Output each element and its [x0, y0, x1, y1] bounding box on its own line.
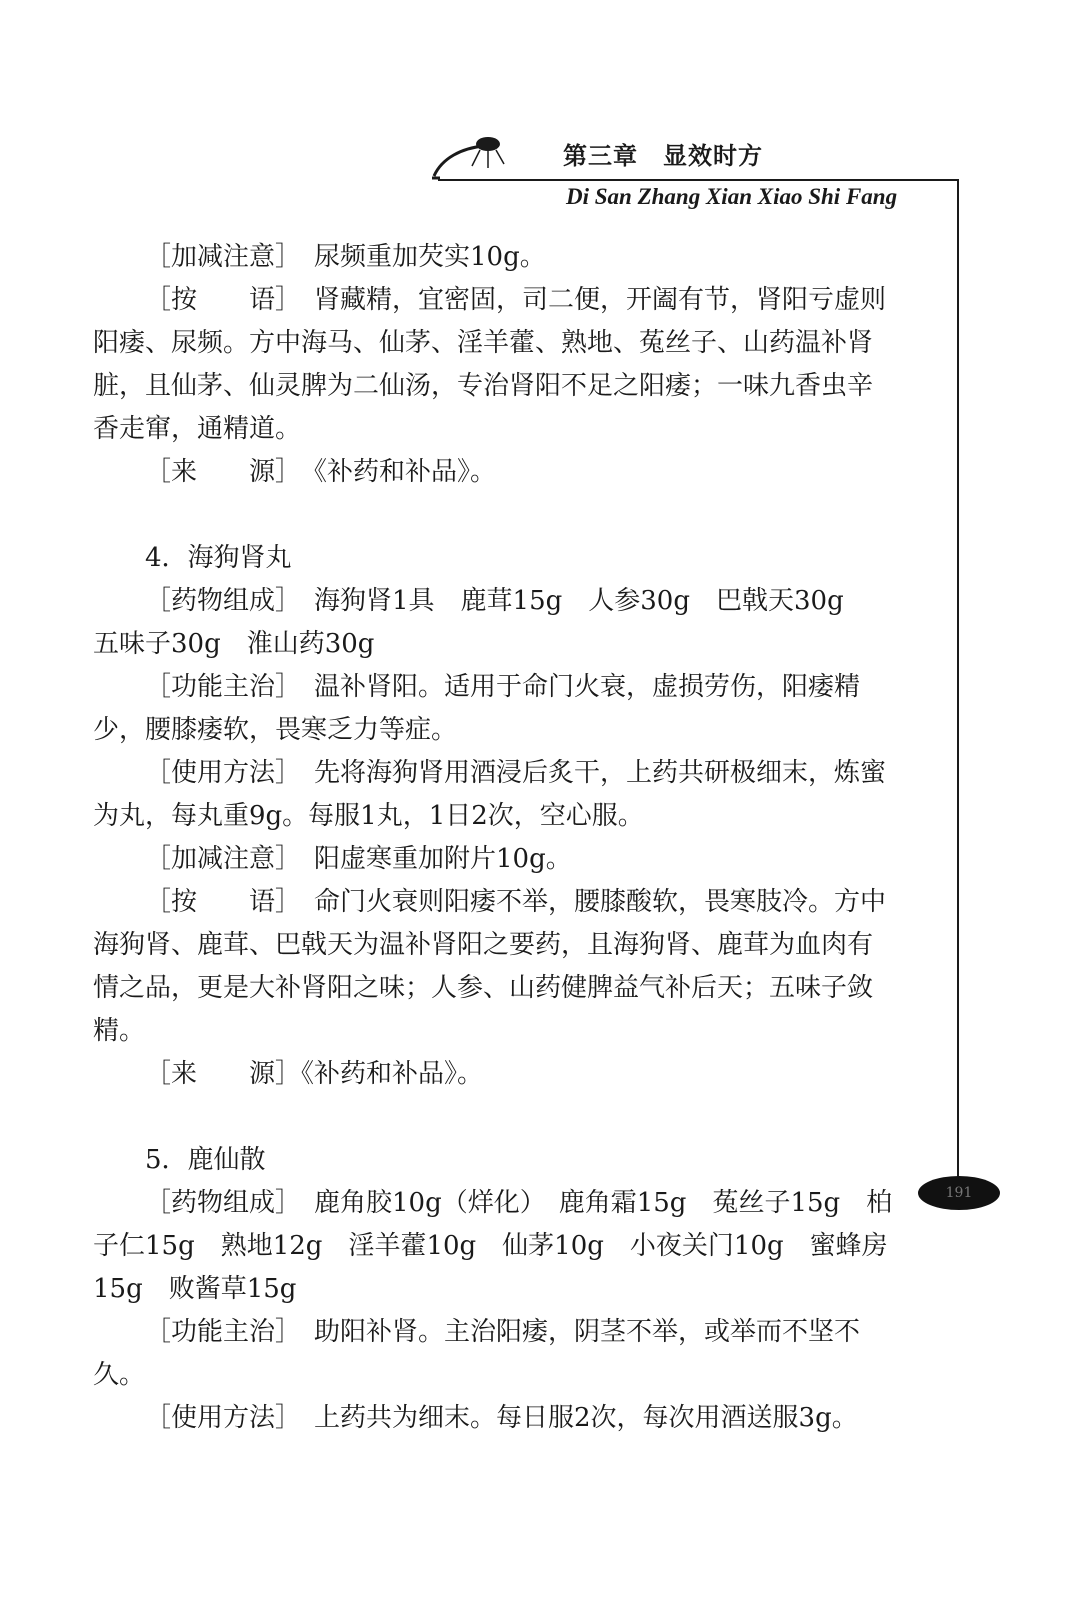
body-paragraph: ［药物组成］ 鹿角胶10g（烊化） 鹿角霜15g 菟丝子15g 柏子仁15g 熟地12g 淫羊藿10g 仙茅10g 小夜关门10g 蜜蜂房15g 败酱草15g — [93, 1188, 893, 1304]
page-number: 191 — [918, 1176, 1000, 1210]
section-gap — [93, 1096, 893, 1139]
body-paragraph: ［功能主治］ 助阳补肾。主治阳痿，阴茎不举，或举而不坚不久。 — [93, 1317, 861, 1390]
chapter-title-zh: 第三章 显效时方 — [563, 142, 763, 170]
body-paragraph: ［来 源］《补药和补品》。 — [145, 1059, 484, 1089]
margin-rule — [957, 179, 959, 1191]
chapter-title-en: Di San Zhang Xian Xiao Shi Fang — [566, 184, 898, 209]
body-paragraph: ［按 语］ 肾藏精，宜密固，司二便，开阖有节，肾阳亏虚则阳痿、尿频。方中海马、仙茅、淫羊藿、熟地、菟丝子、山药温补肾脏，且仙茅、仙灵脾为二仙汤，专治肾阳不足之阳痿；一味九香虫辛香走窜，通精道。 — [93, 285, 887, 444]
page-body — [93, 236, 893, 1440]
recipe-heading: 5．鹿仙散 — [145, 1145, 266, 1175]
recipe-heading: 4．海狗肾丸 — [145, 543, 292, 573]
body-paragraph: ［功能主治］ 温补肾阳。适用于命门火衰，虚损劳伤，阳痿精少，腰膝痿软，畏寒乏力等症。 — [93, 672, 861, 745]
body-paragraph: ［使用方法］ 先将海狗肾用酒浸后炙干，上药共研极细末，炼蜜为丸，每丸重9g。每服1丸，1日2次，空心服。 — [93, 758, 887, 831]
lamp-logo-icon — [432, 130, 512, 182]
body-paragraph: ［按 语］ 命门火衰则阳痿不举，腰膝酸软，畏寒肢冷。方中海狗肾、鹿茸、巴戟天为温补肾阳之要药，且海狗肾、鹿茸为血肉有情之品，更是大补肾阳之味；人参、山药健脾益气补后天；五味子敛精。 — [93, 887, 887, 1046]
header-rule — [438, 179, 958, 181]
section-gap — [93, 494, 893, 537]
body-paragraph: ［药物组成］ 海狗肾1具 鹿茸15g 人参30g 巴戟天30g 五味子30g 淮山药30g — [93, 586, 870, 659]
body-paragraph: ［加减注意］ 尿频重加芡实10g。 — [145, 242, 546, 272]
body-paragraph: ［来 源］ 《补药和补品》。 — [145, 457, 497, 487]
body-paragraph: ［使用方法］ 上药共为细末。每日服2次，每次用酒送服3g。 — [145, 1403, 858, 1433]
body-paragraph: ［加减注意］ 阳虚寒重加附片10g。 — [145, 844, 572, 874]
